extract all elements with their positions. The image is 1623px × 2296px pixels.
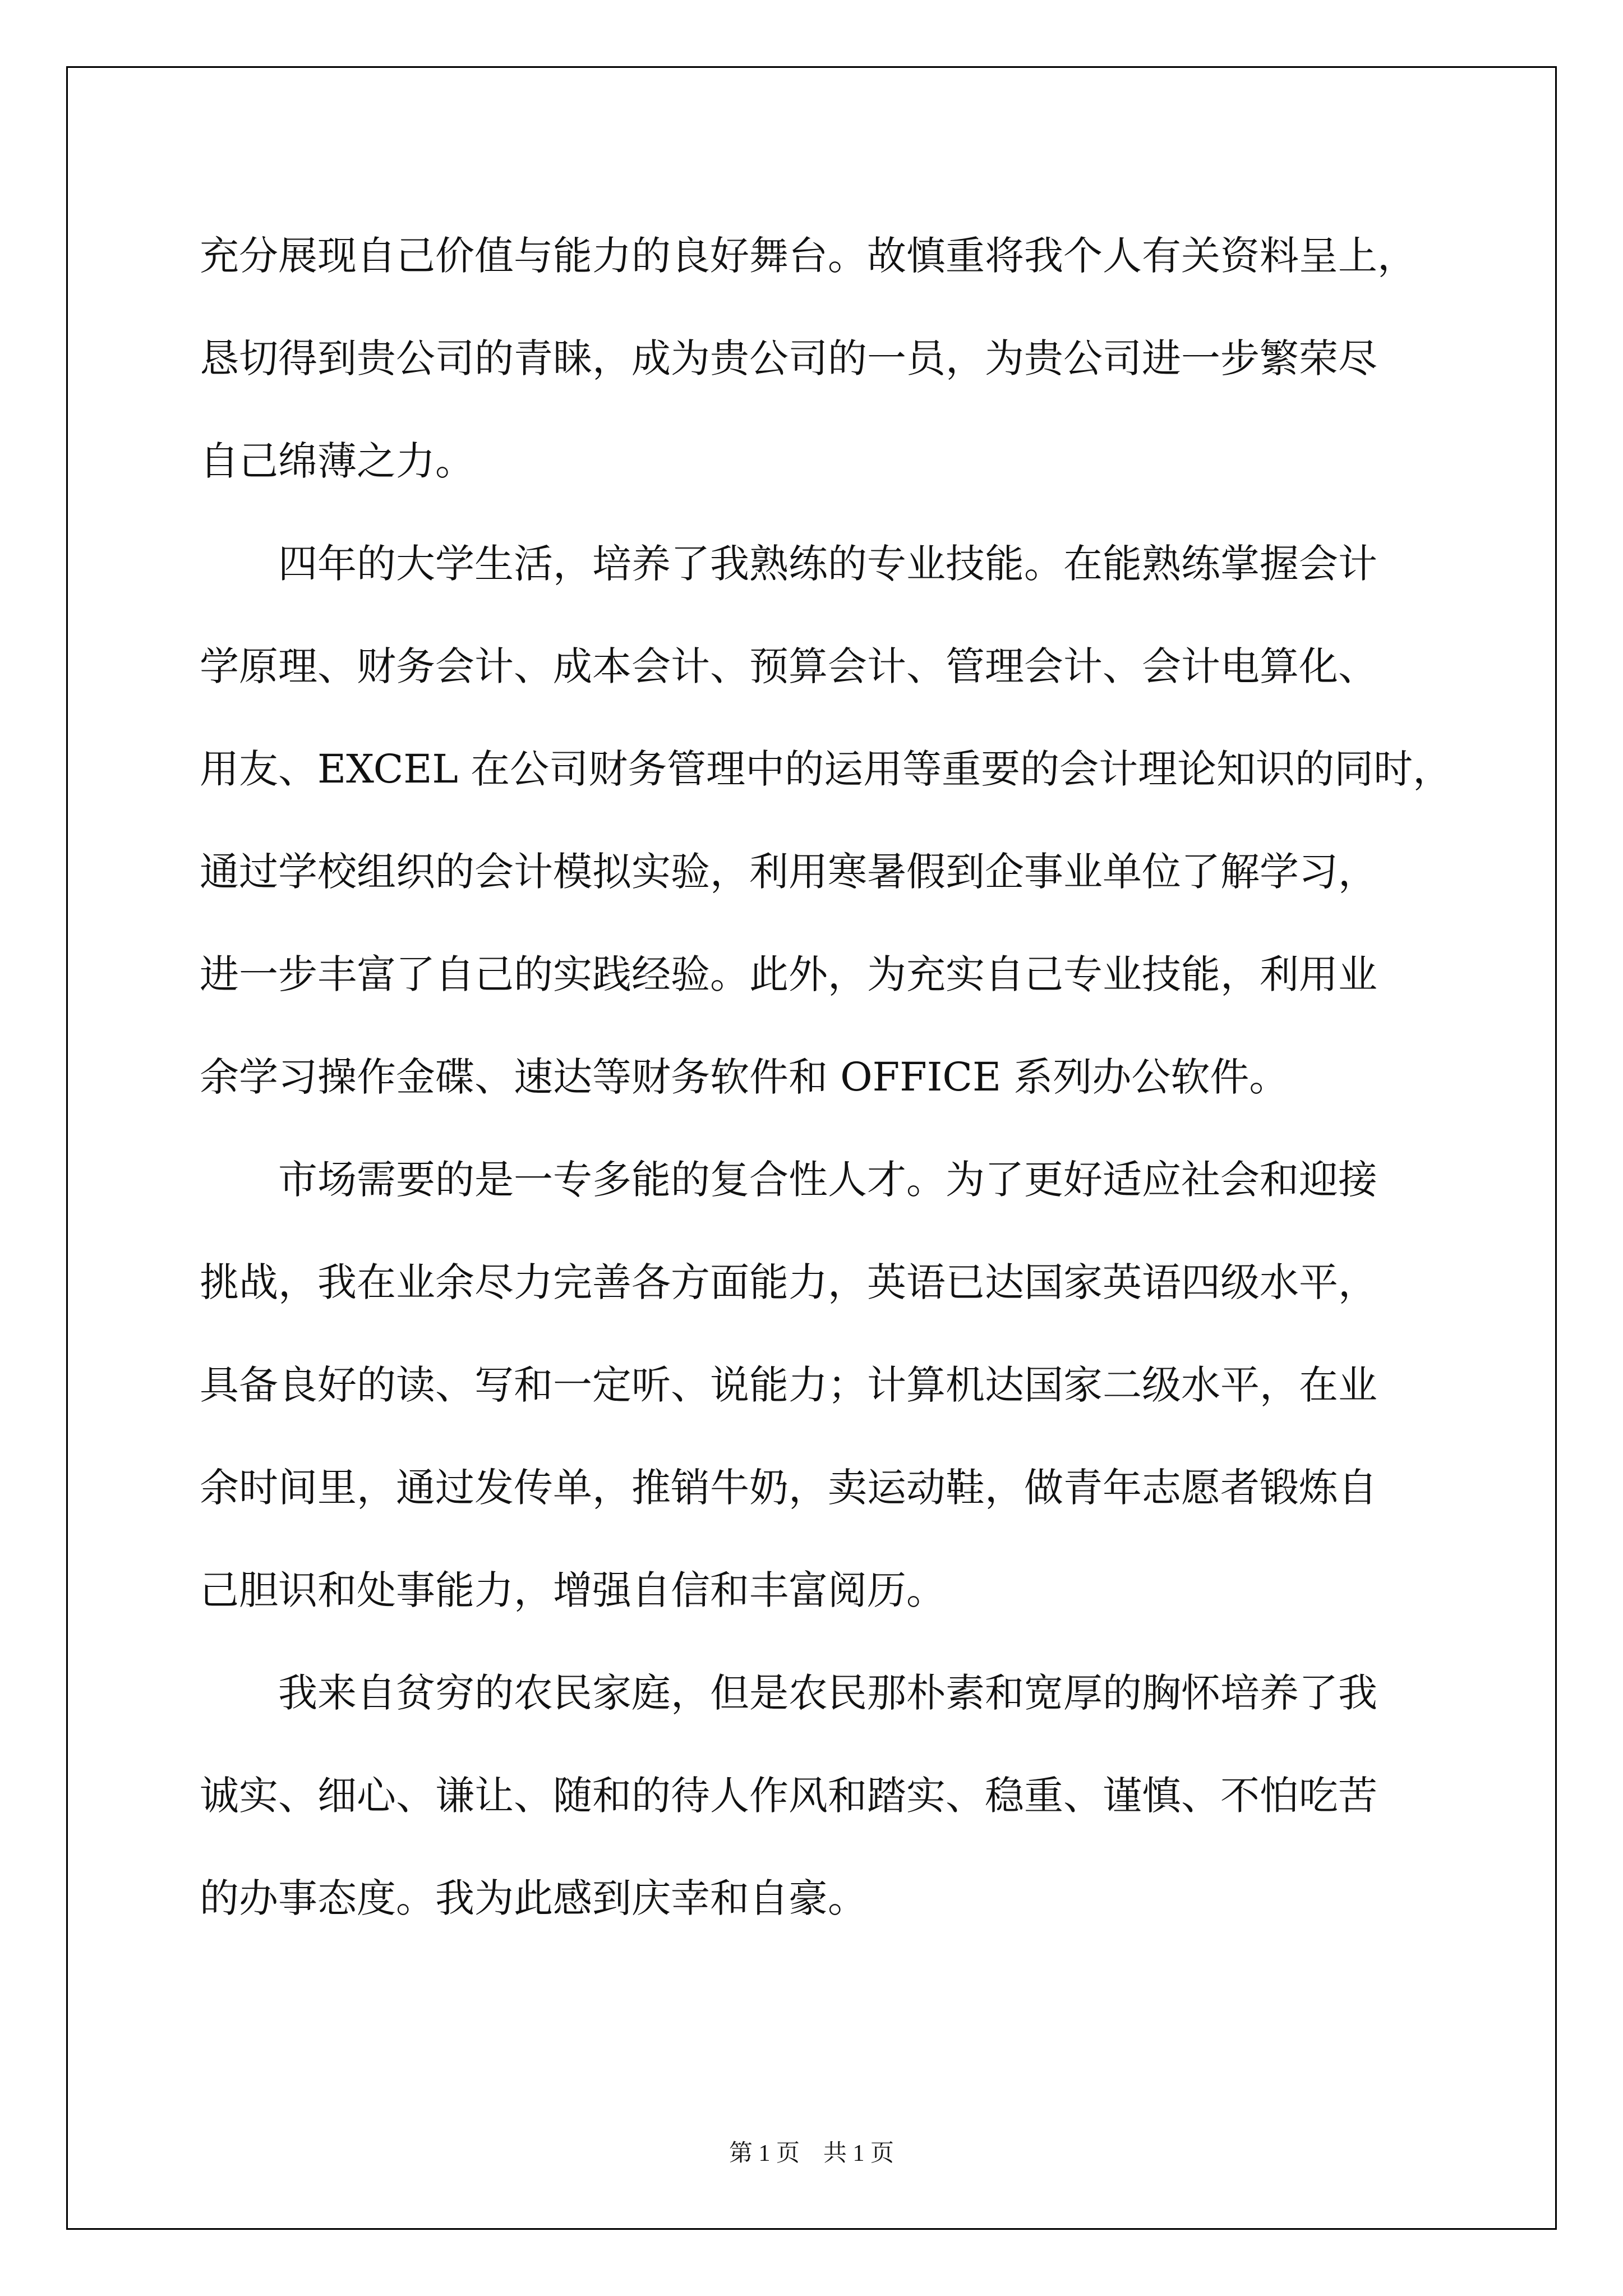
text-line: 恳切得到贵公司的青睐，成为贵公司的一员，为贵公司进一步繁荣尽 (200, 335, 1377, 381)
document-body (200, 205, 1453, 1950)
text-line: 己胆识和处事能力，增强自信和丰富阅历。 (200, 1567, 946, 1613)
text-line: 通过学校组织的会计模拟实验，利用寒暑假到企事业单位了解学习， (200, 849, 1377, 895)
text-line: 四年的大学生活，培养了我熟练的专业技能。在能熟练掌握会计 (278, 541, 1377, 587)
text-line: 余学习操作金碟、速达等财务软件和 OFFICE 系列办公软件。 (200, 1054, 1289, 1100)
text-line: 自己绵薄之力。 (200, 438, 474, 484)
text-line: 挑战，我在业余尽力完善各方面能力，英语已达国家英语四级水平， (200, 1259, 1377, 1305)
text-line: 用友、EXCEL 在公司财务管理中的运用等重要的会计理论知识的同时， (200, 746, 1453, 792)
text-line: 进一步丰富了自己的实践经验。此外，为充实自己专业技能，利用业 (200, 951, 1377, 997)
text-line: 市场需要的是一专多能的复合性人才。为了更好适应社会和迎接 (278, 1157, 1377, 1203)
page-footer: 第 1 页 共 1 页 (728, 2141, 894, 2166)
text-line: 诚实、细心、谦让、随和的待人作风和踏实、稳重、谨慎、不怕吃苦 (200, 1773, 1377, 1819)
text-line: 具备良好的读、写和一定听、说能力；计算机达国家二级水平，在业 (200, 1362, 1377, 1408)
text-line: 的办事态度。我为此感到庆幸和自豪。 (200, 1875, 867, 1921)
text-line: 学原理、财务会计、成本会计、预算会计、管理会计、会计电算化、 (200, 643, 1377, 689)
text-line: 充分展现自己价值与能力的良好舞台。故慎重将我个人有关资料呈上， (200, 233, 1417, 279)
text-line: 我来自贫穷的农民家庭，但是农民那朴素和宽厚的胸怀培养了我 (278, 1670, 1377, 1716)
text-line: 余时间里，通过发传单，推销牛奶，卖运动鞋，做青年志愿者锻炼自 (200, 1465, 1377, 1511)
